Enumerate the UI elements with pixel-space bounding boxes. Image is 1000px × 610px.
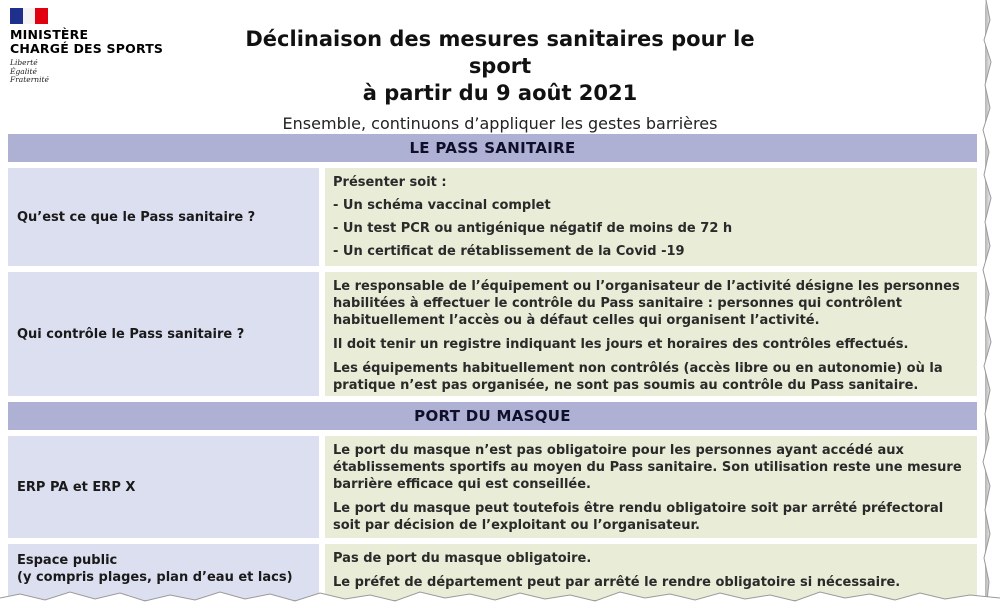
torn-edge-bottom — [0, 586, 1000, 610]
row-label: Qu’est ce que le Pass sanitaire ? — [8, 168, 319, 266]
republic-motto: Liberté Égalité Fraternité — [10, 58, 49, 84]
table-row — [8, 436, 977, 538]
row-label: Qui contrôle le Pass sanitaire ? — [8, 272, 319, 396]
page-subtitle: Ensemble, continuons d’appliquer les gestes barrières — [282, 114, 718, 133]
ministry-logo — [10, 8, 163, 85]
ministry-name: MINISTÈRE CHARGÉ DES SPORTS — [10, 27, 164, 56]
document-heading — [240, 26, 760, 135]
row-label: ERP PA et ERP X — [8, 436, 319, 538]
row-content: Le responsable de l’équipement ou l’organisateur de l’activité désigne les personnes habilitées à effectuer le contrôle du Pass sanitaire : personnes qui contrôlent habituellement l’accès ou à défaut celles qui organisent l’activité. Il doit tenir un registre indiquant les jours et horaires des contrôles effectués. Les équipements habituellement non contrôlés (accès libre ou en autonomie) où la pratique n’est pas organisée, ne sont pas soumis au contrôle du Pass sanitaire. — [325, 272, 977, 396]
row-content: Pas de port du masque obligatoire. Le préfet de département peut par arrêté le rendre obligatoire si nécessaire. — [325, 544, 977, 600]
row-content: Présenter soit : - Un schéma vaccinal complet - Un test PCR ou antigénique négatif de moins de 72 h - Un certificat de rétablissement de la Covid -19 — [325, 168, 977, 266]
row-label: Espace public (y compris plages, plan d’eau et lacs) — [8, 544, 319, 600]
measures-table — [8, 134, 977, 600]
french-flag-icon — [10, 8, 48, 24]
torn-edge-right — [978, 0, 1000, 610]
page-title-date: à partir du 9 août 2021 — [362, 81, 638, 105]
table-row — [8, 168, 977, 266]
table-row — [8, 272, 977, 396]
section-header-port-du-masque: PORT DU MASQUE — [8, 402, 977, 430]
row-content: Le port du masque n’est pas obligatoire pour les personnes ayant accédé aux établissements sportifs au moyen du Pass sanitaire. Son utilisation reste une mesure barrière efficace qui est conseillée. Le port du masque peut toutefois être rendu obligatoire soit par arrêté préfectoral soit par décision de l’exploitant ou l’organisateur. — [325, 436, 977, 538]
section-header-pass-sanitaire: LE PASS SANITAIRE — [8, 134, 977, 162]
page-title: Déclinaison des mesures sanitaires pour le sport — [245, 27, 755, 78]
